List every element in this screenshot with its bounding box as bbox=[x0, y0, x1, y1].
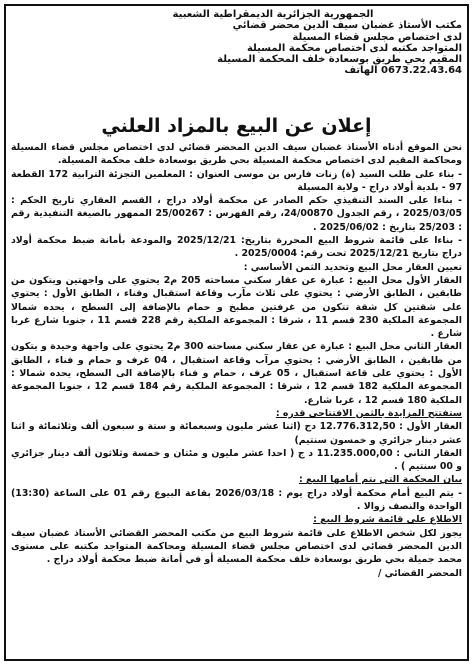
office-jurisdiction: لدى اختصاص مجلس قضاء المسيلة bbox=[292, 31, 462, 43]
announcement-body bbox=[11, 141, 462, 580]
announcement-title: إعلان عن البيع بالمزاد العلني bbox=[101, 115, 372, 137]
inspection-paragraph: يجوز لكل شخص الاطلاع على قائمة شروط البيع من مكتب المحضر القضائي الأستاذ غضبان سيف الدين المحضر قضائي لدى اختصاص مجلس قضاء المسيلة ومحاكمة المتواجد مكتبه على مستوى محمد جميلة بحي طريق بوسعادة خلف محكمة المسيلة أو في أمانة ضبط محكمة أولاد دراج . bbox=[11, 527, 462, 566]
office-name: مكتب الأستاذ غضبان سيف الدين محضر قضائي bbox=[232, 20, 462, 32]
announcement-page bbox=[4, 4, 469, 661]
announcement-content bbox=[11, 9, 462, 656]
deposit-paragraph: - بناءا على قائمة شروط البيع المحررة بتاريخ: 2025/12/21 والمودعة بأمانة ضبط محكمة أولاد دراج بتاريخ 2025/12/21 تحت رقم: 2025/0004 . bbox=[11, 235, 462, 260]
signature-line: المحضر القضائي / bbox=[377, 567, 462, 579]
writ-paragraph: - بناءا على السند التنفيذي حكم الصادر عن محكمة أولاد دراج ، القسم العقاري تاريخ الحكم : 2025/03/05 ، رقم الجدول 24/00870، رقم الفهرس : 25/00267 الممهور بالصيغة التنفيذية رقم : 25/203 بتاريخ : 2025/06/02 . bbox=[11, 195, 462, 233]
property-1-paragraph: العقار الأول محل البيع : عبارة عن عقار سكني مساحته 205 م2 يحتوي على واجهتين ويتكون من طابقين ، الطابق الأرضي : يحتوي على ثلاث مآرب وقاعة استقبال وفناء ، الطابق الأول : يحتوي على شقتين كل شقة تتكون من غرفتين مطبخ و حمام بالإضافة إلى السطح ، يحده شمالا المجموعة الملكية 230 قسم 11 ، شرقا : المجموعة الملكية رقم 228 قسم 11 ، جنوبا شارع غربا شارع . bbox=[11, 274, 462, 340]
office-header bbox=[142, 9, 462, 77]
inspection-heading: الاطلاع على قائمة شروط البيع : bbox=[313, 514, 462, 526]
price-2-paragraph: العقار الثاني : 11.235.000,00 د ج ( احدا عشر مليون و مئتان و خمسة وثلاثون ألف دينار جزائري و 00 سنتيم ) . bbox=[11, 447, 462, 473]
request-paragraph: - بناء على طلب السيد (ة) زنات فارس بن موسى العنوان : المعلمين التجزئة الترابية 172 القطعة 97 - بلدية أولاد دراج - ولاية المسيلة bbox=[11, 168, 462, 193]
property-2-paragraph: العقار الثاني محل البيع : عبارة عن عقار سكني مساحته 300 م2 يحتوي على واجهة وحيدة و يتكون من طابقين ، الطابق الأرضي : يحتوي مرآب وقاعة استقبال ، 04 غرف و حمام و فناء ، الطابق الأول : يحتوي على قاعة استقبال ، 05 غرف ، حمام و فناء بالإضافة الى السطح، يحده شمالا : المجموعة الملكية 182 قسم 12 ، شرقا : المجموعة الملكية رقم 184 قسم 12 ، جنوبا المجموعة الملكية 180 قسم 12 ، غربا شارع. bbox=[11, 341, 462, 406]
office-phone: 0673.22.43.64 الهاتف bbox=[344, 65, 462, 77]
price-heading: ستفتتح المزايدة بالثمن الافتتاحي قدره : bbox=[275, 407, 462, 419]
republic-name: الجمهورية الجزائرية الديمقراطية الشعبية bbox=[172, 9, 374, 20]
office-court: المتواجد مكتبه لدى اختصاص محكمة المسيلة bbox=[246, 42, 462, 54]
intro-paragraph: نحن الموقع أدناه الأستاذ غضبان سيف الدين المحضر قضائي لدى اختصاص مجلس قضاء المسيلة ومحاكمة المقيم لدى اختصاص محكمة المسيلة بحي طريق بوسعادة خلف محكمة المسيلة. bbox=[11, 142, 462, 167]
designation-heading: تعيين العقار محل البيع وتحديد الثمن الأساسي : bbox=[243, 261, 462, 273]
office-address: المقيم بحي طريق بوسعادة خلف المحكمة المسيلة bbox=[217, 54, 462, 66]
sale-court-heading: بيان المحكمة التي يتم أمامها البيع : bbox=[299, 474, 462, 486]
sale-date-paragraph: - يتم البيع أمام محكمة أولاد دراج يوم : 2026/03/18 بقاعة البيوع رقم 01 على الساعة (13:30) الواحدة والنصف زوالا . bbox=[11, 487, 462, 513]
price-1-paragraph: العقار الأول : 12.776.312,50 دج (اثنا عشر مليون وسبعمائة و ستة و سبعون ألف وثلاثمائة و اثنا عشر دينار جزائري و خمسون سنتيم) bbox=[11, 421, 462, 446]
